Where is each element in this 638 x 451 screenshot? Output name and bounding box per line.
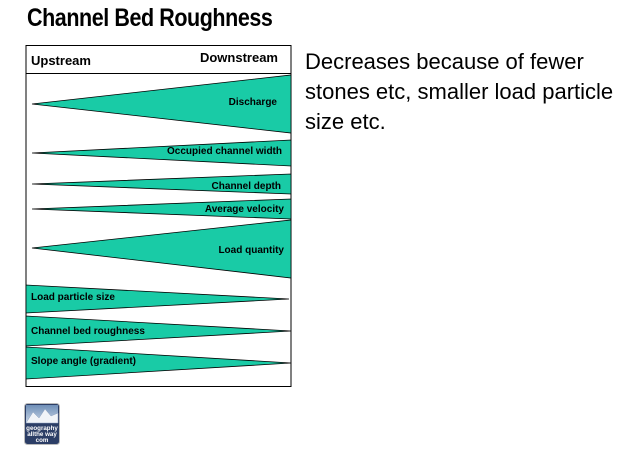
logo-line-1: geography — [26, 425, 58, 432]
label-average-velocity: Average velocity — [204, 204, 284, 215]
label-discharge: Discharge — [228, 97, 277, 108]
geography-all-the-way-logo — [24, 403, 60, 445]
explanation-text: Decreases because of fewer stones etc, smaller load particle size etc. — [305, 49, 614, 134]
label-load-particle-size: Load particle size — [31, 292, 115, 303]
label-occupied-channel-width: Occupied channel width — [166, 146, 282, 157]
label-channel-depth: Channel depth — [211, 181, 281, 192]
logo-line-2: allthe way — [27, 431, 57, 438]
logo-line-3: com — [35, 437, 49, 444]
header-downstream: Downstream — [199, 50, 278, 65]
label-channel-bed-roughness: Channel bed roughness — [31, 326, 145, 337]
header-upstream: Upstream — [31, 53, 91, 68]
label-slope-angle: Slope angle (gradient) — [31, 356, 137, 367]
label-load-quantity: Load quantity — [218, 245, 284, 256]
page-title: Channel Bed Roughness — [27, 4, 273, 32]
